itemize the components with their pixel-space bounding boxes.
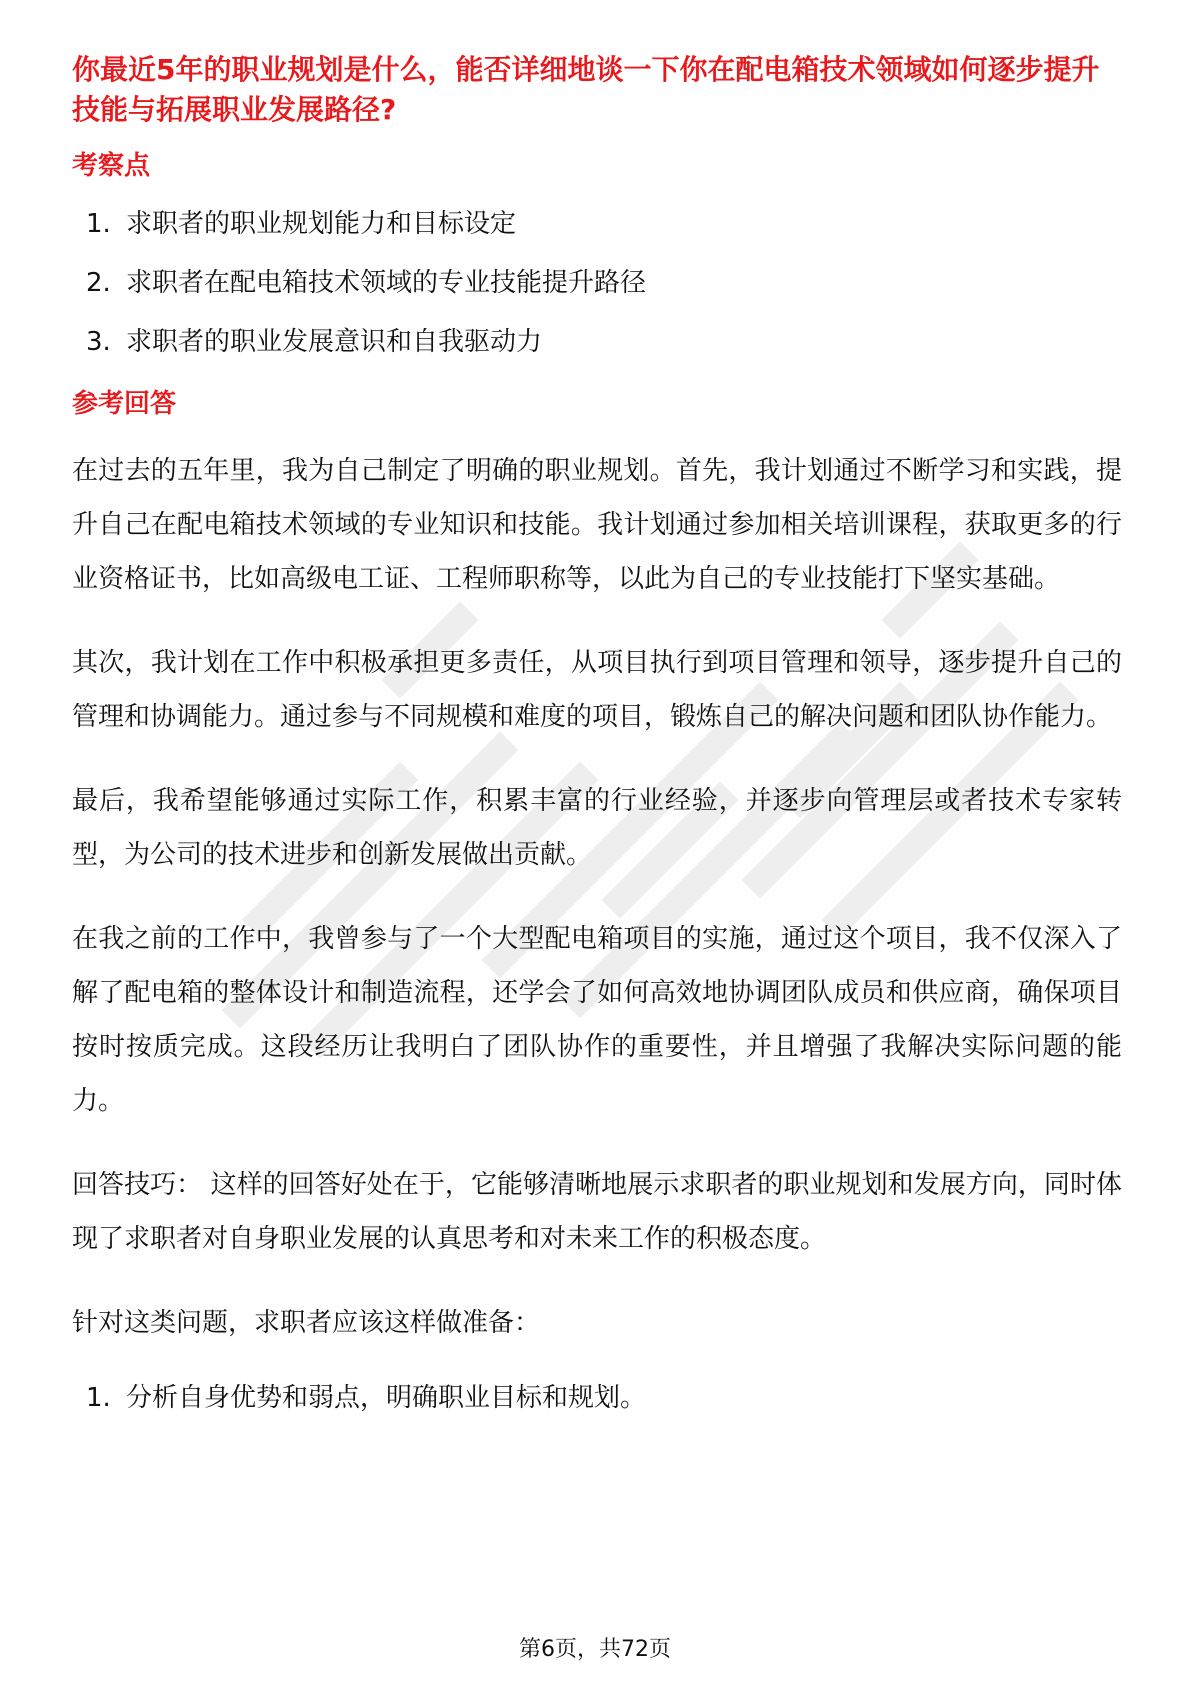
prep-list: [72, 1380, 1122, 1416]
list-item-text: 分析自身优势和弱点，明确职业目标和规划。: [126, 1383, 647, 1413]
list-item-number: 1.: [86, 1383, 111, 1413]
page-number-footer: 第6页，共72页: [519, 1637, 671, 1662]
answer-paragraph: 最后，我希望能够通过实际工作，积累丰富的行业经验，并逐步向管理层或者技术专家转型，为公司的技术进步和创新发展做出贡献。: [72, 786, 1122, 870]
list-item-text: 求职者在配电箱技术领域的专业技能提升路径: [126, 268, 647, 298]
list-item-number: 3.: [86, 327, 111, 357]
points-heading: 考察点: [72, 151, 151, 181]
prep-intro-paragraph: 针对这类问题，求职者应该这样做准备：: [72, 1308, 541, 1338]
list-item: [72, 324, 1122, 360]
question-title: 你最近5年的职业规划是什么，能否详细地谈一下你在配电箱技术领域如何逐步提升技能与拓展职业发展路径?: [72, 53, 1100, 126]
document-content: [72, 50, 1122, 1442]
answer-heading: 参考回答: [72, 389, 177, 419]
answer-paragraph: 其次，我计划在工作中积极承担更多责任，从项目执行到项目管理和领导，逐步提升自己的管理和协调能力。通过参与不同规模和难度的项目，锻炼自己的解决问题和团队协作能力。: [72, 648, 1122, 732]
list-item-number: 1.: [86, 209, 111, 239]
answer-tips-paragraph: 回答技巧： 这样的回答好处在于，它能够清晰地展示求职者的职业规划和发展方向，同时体现了求职者对自身职业发展的认真思考和对未来工作的积极态度。: [72, 1170, 1122, 1254]
list-item: [72, 206, 1122, 242]
list-item-text: 求职者的职业发展意识和自我驱动力: [126, 327, 543, 357]
list-item: [72, 1380, 1122, 1416]
list-item-number: 2.: [86, 268, 111, 298]
answer-paragraph: 在我之前的工作中，我曾参与了一个大型配电箱项目的实施，通过这个项目，我不仅深入了解了配电箱的整体设计和制造流程，还学会了如何高效地协调团队成员和供应商，确保项目按时按质完成。这段经历让我明白了团队协作的重要性，并且增强了我解决实际问题的能力。: [72, 924, 1122, 1116]
list-item: [72, 265, 1122, 301]
list-item-text: 求职者的职业规划能力和目标设定: [126, 209, 517, 239]
answer-paragraph: 在过去的五年里，我为自己制定了明确的职业规划。首先，我计划通过不断学习和实践，提升自己在配电箱技术领域的专业知识和技能。我计划通过参加相关培训课程，获取更多的行业资格证书，比如高级电工证、工程师职称等，以此为自己的专业技能打下坚实基础。: [72, 456, 1122, 594]
points-list: [72, 206, 1122, 360]
